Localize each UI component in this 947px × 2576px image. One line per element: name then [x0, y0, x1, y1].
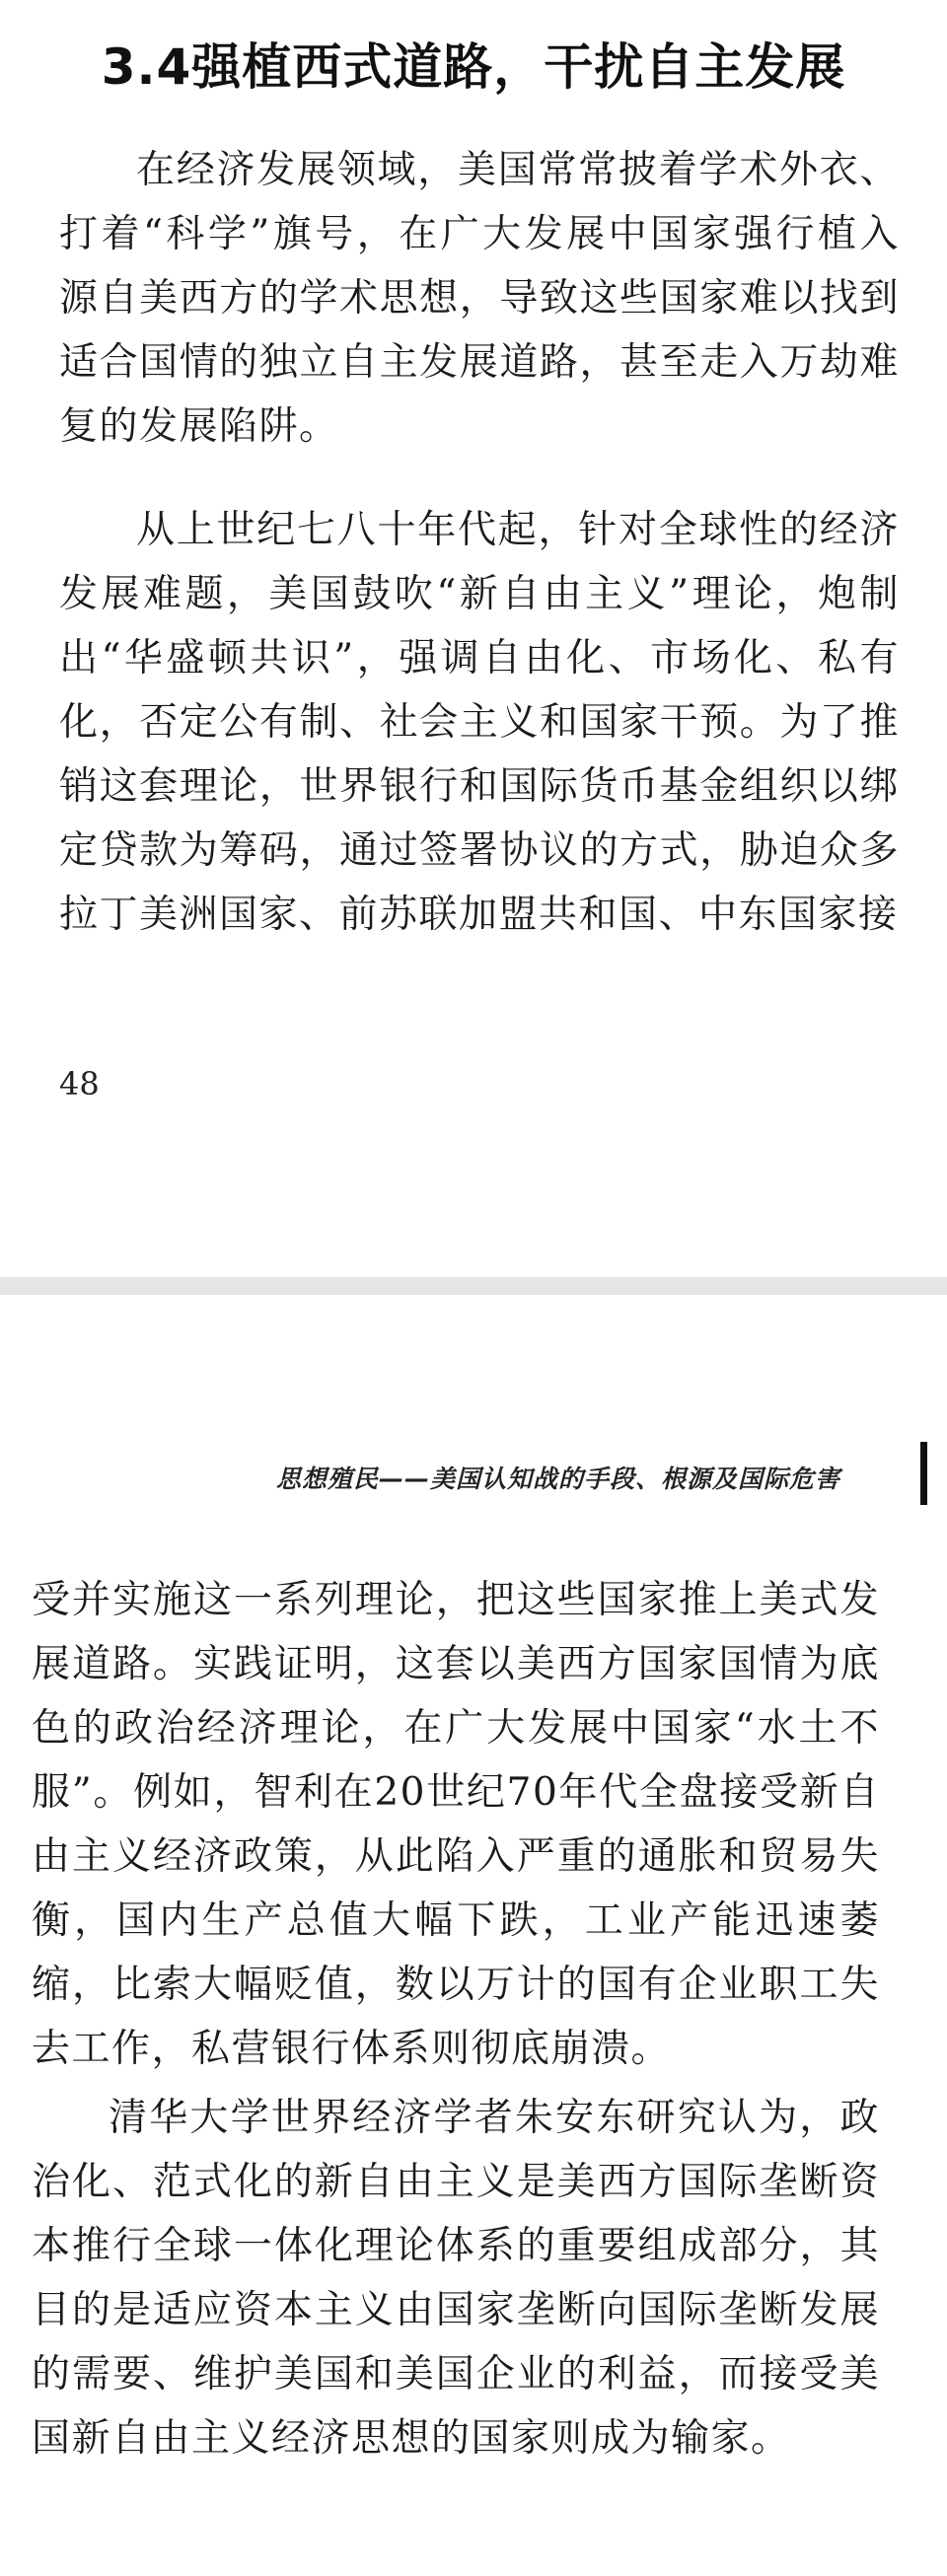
running-header: 思想殖民——美国认知战的手段、根源及国际危害	[275, 1465, 840, 1493]
header-bar-mark	[920, 1442, 927, 1505]
paragraph: 在经济发展领域，美国常常披着学术外衣、打着“科学”旗号，在广大发展中国家强行植入源自美西方的学术思想，导致这些国家难以找到适合国情的独立自主发展道路，甚至走入万劫难复的发展陷阱。	[59, 148, 900, 449]
page-number: 48	[59, 1065, 100, 1103]
paragraph: 清华大学世界经济学者朱安东研究认为，政治化、范式化的新自由主义是美西方国际垄断资本推行全球一体化理论体系的重要组成部分，其目的是适应资本主义由国家垄断向国际垄断发展的需要、维护美国和美国企业的利益，而接受美国新自由主义经济思想的国家则成为输家。	[32, 2096, 880, 2461]
section-heading: 3.4强植西式道路，干扰自主发展	[101, 38, 846, 96]
paragraph: 受并实施这一系列理论，把这些国家推上美式发展道路。实践证明，这套以美西方国家国情为底色的政治经济理论，在广大发展中国家“水土不服”。例如，智利在20世纪70年代全盘接受新自由主义经济政策，从此陷入严重的通胀和贸易失衡，国内生产总值大幅下跌，工业产能迅速萎缩，比索大幅贬值，数以万计的国有企业职工失去工作，私营银行体系则彻底崩溃。	[32, 1578, 880, 2071]
paragraph: 从上世纪七八十年代起，针对全球性的经济发展难题，美国鼓吹“新自由主义”理论，炮制出“华盛顿共识”，强调自由化、市场化、私有化，否定公有制、社会主义和国家干预。为了推销这套理论，世界银行和国际货币基金组织以绑定贷款为筹码，通过签署协议的方式，胁迫众多拉丁美洲国家、前苏联加盟共和国、中东国家接	[59, 508, 900, 937]
page-separator	[0, 1277, 947, 1295]
